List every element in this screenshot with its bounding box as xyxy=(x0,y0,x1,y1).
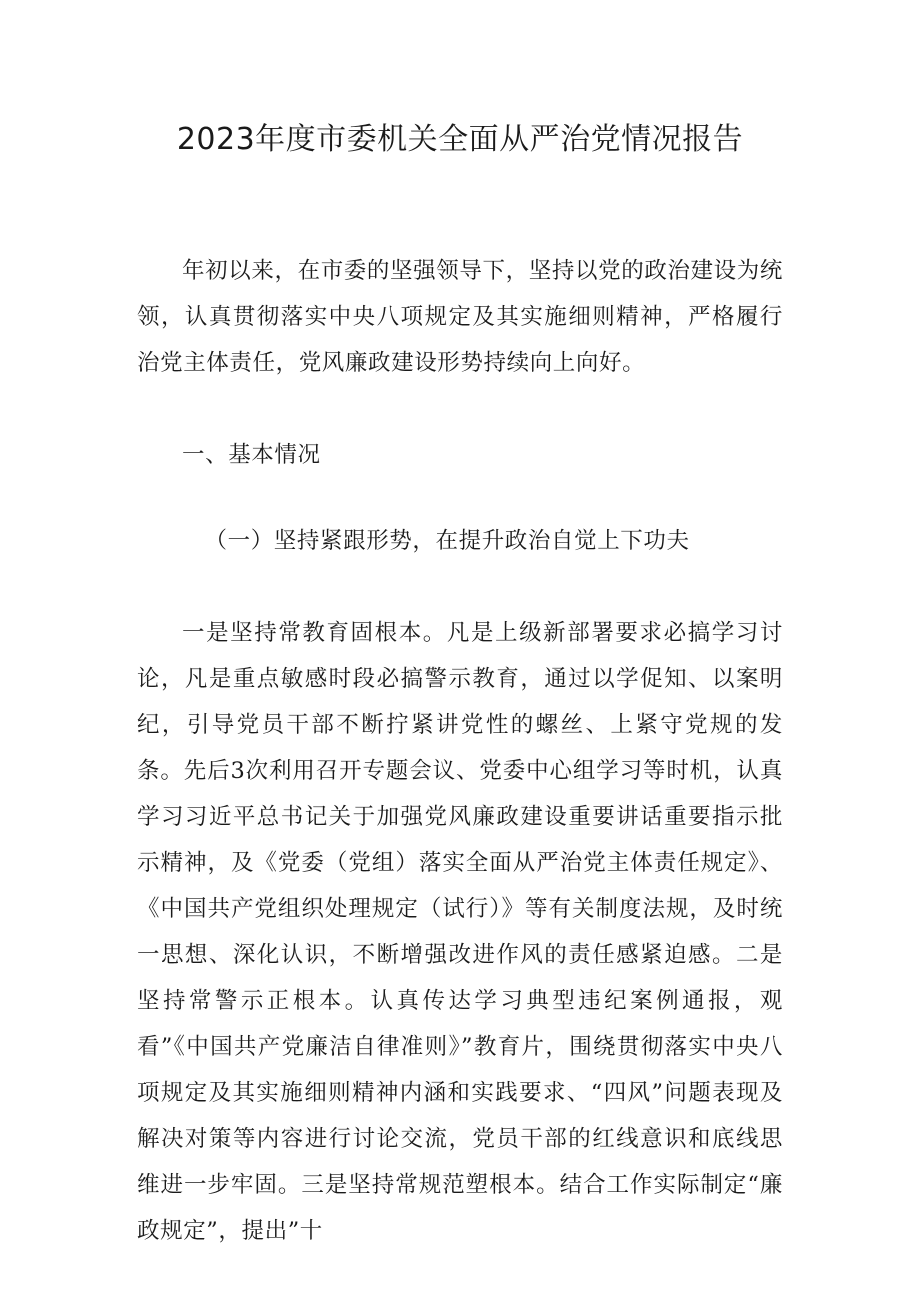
document-title: 2023年度市委机关全面从严治党情况报告 xyxy=(176,122,744,157)
intro-paragraph: 年初以来，在市委的坚强领导下，坚持以党的政治建设为统领，认真贯彻落实中央八项规定及其实施细则精神，严格履行治党主体责任，党风廉政建设形势持续向上向好。 xyxy=(137,258,783,376)
section-heading: 一、基本情况 xyxy=(182,442,321,468)
subsection-heading: （一）坚持紧跟形势，在提升政治自觉上下功夫 xyxy=(204,528,690,554)
body-paragraph: 一是坚持常教育固根本。凡是上级新部署要求必搞学习讨论，凡是重点敏感时段必搞警示教育，通过以学促知、以案明纪，引导党员干部不断拧紧讲党性的螺丝、上紧守党规的发条。先后3次利用召开专题会议、党委中心组学习等时机，认真学习习近平总书记关于加强党风廉政建设重要讲话重要指示批示精神，及《党委（党组）落实全面从严治党主体责任规定》、《中国共产党组织处理规定（试行）》等有关制度法规，及时统一思想、深化认识，不断增强改进作风的责任感紧迫感。二是坚持常警示正根本。认真传达学习典型违纪案例通报，观看”《中国共产党廉洁自律准则》”教育片，围绕贯彻落实中央八项规定及其实施细则精神内涵和实践要求、“四风”问题表现及解决对策等内容进行讨论交流，党员干部的红线意识和底线思维进一步牢固。三是坚持常规范塑根本。结合工作实际制定“廉政规定”，提出”十 xyxy=(137,620,783,1244)
